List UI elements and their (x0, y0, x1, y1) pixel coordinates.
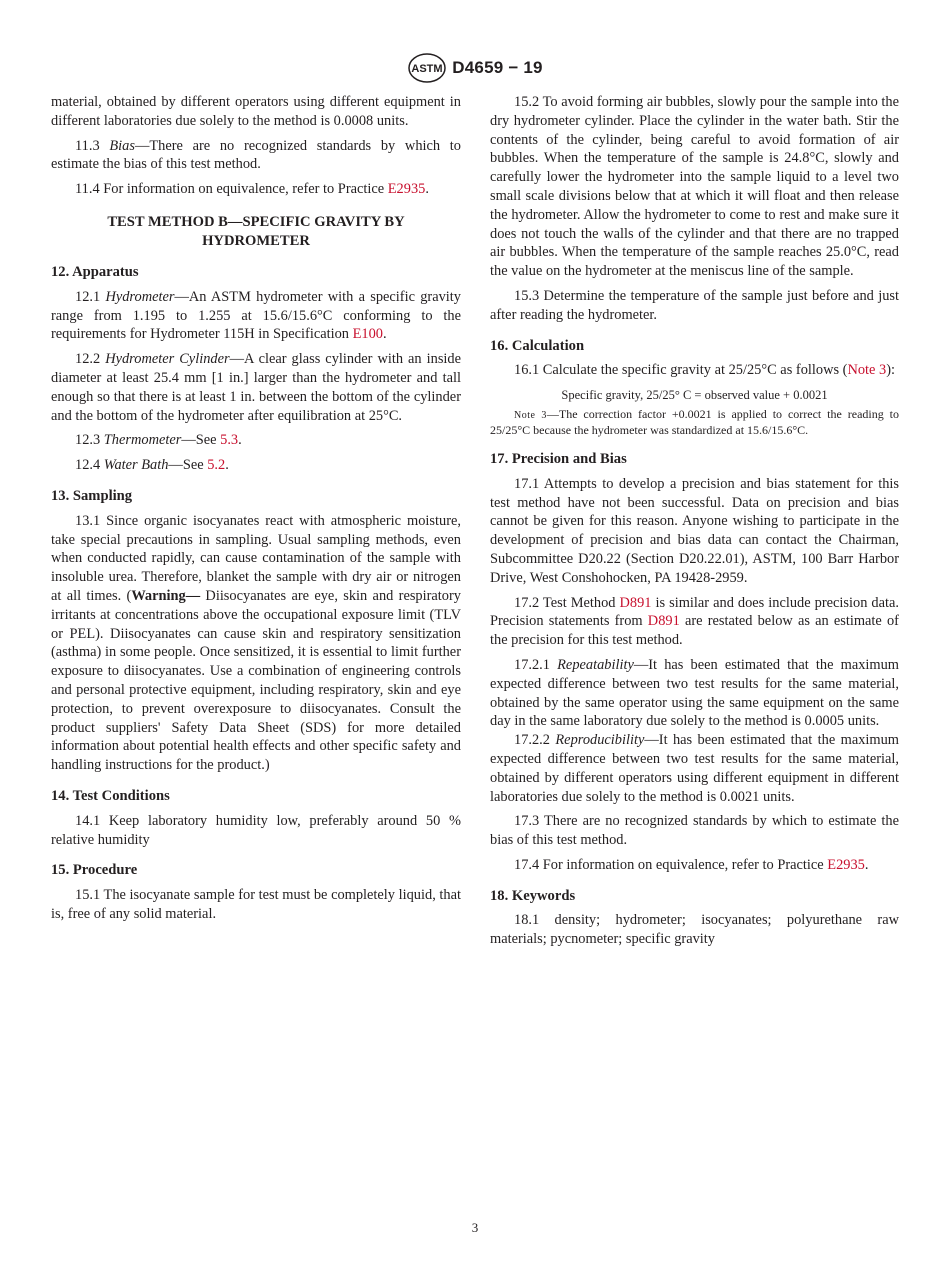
astm-logo-icon (407, 52, 447, 84)
e2935-link-2[interactable]: E2935 (827, 856, 865, 873)
section-5-2-link[interactable]: 5.2 (207, 457, 226, 474)
specific-gravity-equation: Specific gravity, 25/25° C = observed value + 0.0021 (561, 388, 828, 403)
e2935-link[interactable]: E2935 (387, 181, 426, 198)
paragraph-11-4: 11.4 For information on equivalence, refer to Practice E2935. (75, 181, 429, 198)
right-column (490, 93, 899, 955)
section-16-heading: 16. Calculation (490, 337, 585, 354)
paragraph-12-2: 12.2 Hydrometer Cylinder—A clear glass cylinder with an inside diameter at least 25.4 mm [1 in.] larger than the hydrometer and tall enough so that there is at least 1 in. between the bottom of the cylinder and the bottom of the hydrometer after equilibration at 25°C. (51, 351, 462, 424)
paragraph-17-2-2: 17.2.2 Reproducibility—It has been estimated that the maximum expected difference between two test results for the same material, obtained by different operators using different equipment in different laboratories due solely to the method is 0.0021 units. (490, 732, 899, 805)
d891-link[interactable]: D891 (619, 594, 652, 611)
section-17-heading: 17. Precision and Bias (490, 450, 627, 467)
section-5-3-link[interactable]: 5.3 (220, 432, 239, 449)
paragraph-17-1: 17.1 Attempts to develop a precision and bias statement for this test method have not been successful. Data on precision and bias cannot be given for this reason. Anyone wishing to participate in the development of precision and bias data can contact the Chairman, Subcommittee D20.22 (Section D20.22.01), ASTM, 100 Barr Harbor Drive, West Conshohocken, PA 19428-2959. (490, 475, 899, 586)
page-number: 3 (471, 1220, 479, 1235)
paragraph-12-3: 12.3 Thermometer—See 5.3. (75, 432, 242, 449)
paragraph-17-2-1: 17.2.1 Repeatability—It has been estimated that the maximum expected difference between two test results for the same material, obtained by the same operator using the same equipment on the same day in the same laboratory due solely to the method is 0.0005 units. (490, 656, 899, 730)
paragraph-14-1: 14.1 Keep laboratory humidity low, preferably around 50 % relative humidity (51, 812, 461, 848)
section-12-heading: 12. Apparatus (51, 263, 139, 280)
paragraph-12-1: 12.1 Hydrometer—An ASTM hydrometer with a specific gravity range from 1.195 to 1.255 at 15.6/15.6°C conforming to the requirements for Hydrometer 115H in Specification E100. (51, 288, 461, 343)
note-3: Note 3—The correction factor +0.0021 is applied to correct the reading to 25/25°C because the hydrometer was standardized at 15.6/15.6°C. (490, 406, 899, 437)
paragraph-11-3: 11.3 Bias—There are no recognized standards by which to estimate the bias of this test method. (51, 137, 461, 173)
paragraph-18-1: 18.1 density; hydrometer; isocyanates; polyurethane raw materials; pycnometer; specific gravity (490, 912, 899, 948)
section-15-heading: 15. Procedure (51, 862, 138, 879)
paragraph-17-3: 17.3 There are no recognized standards by which to estimate the bias of this test method. (490, 813, 899, 849)
document-id: D4659 − 19 (452, 58, 543, 77)
paragraph-15-2: 15.2 To avoid forming air bubbles, slowly pour the sample into the dry hydrometer cylinder. Place the cylinder in the water bath. Stir the contents of the cylinder, being careful to avoid formation of air bubbles. When the temperature of the sample is 24.8°C, slowly and carefully lower the hydrometer into the sample liquid to a level two small scale divisions below that at which it will float and then release the hydrometer. Allow the hydrometer to come to rest and make sure it does not touch the walls of the cylinder and that there are no trapped air bubbles. When the temperature of the sample reaches 25.0°C, read the value on the hydrometer at the meniscus line of the sample. (490, 94, 899, 280)
paragraph-16-1: 16.1 Calculate the specific gravity at 25/25°C as follows (Note 3): (514, 362, 896, 379)
note-3-link[interactable]: Note 3 (847, 362, 887, 379)
paragraph-continuation: material, obtained by different operators using different equipment in different laboratories due solely to the method is 0.0008 units. (51, 94, 461, 129)
paragraph-15-1: 15.1 The isocyanate sample for test must be completely liquid, that is, free of any solid material. (51, 887, 461, 922)
section-14-heading: 14. Test Conditions (51, 787, 170, 804)
section-13-heading: 13. Sampling (51, 487, 133, 504)
paragraph-13-1: 13.1 Since organic isocyanates react with atmospheric moisture, take special precautions in sampling. Usual sampling methods, even when conducted rapidly, can cause contamination of the sample with insoluble urea. Therefore, blanket the sample with dry air or nitrogen at all times. (Warning— Diisocyanates are eye, skin and respiratory irritants at concentrations above the occupational exposure limit (TLV or PEL). Diisocyanates can cause skin and respiratory sensitization (asthma) in some people. Once sensitized, it is essential to limit further exposure to diisocyanates. Use a combination of engineering controls and personal protective equipment, including respiratory, skin and eye protection, to prevent overexposure to diisocyanates. Consult the product suppliers' Safety Data Sheet (SDS) for more detailed information about potential health effects and other specific safety and handling instructions for the product.) (51, 512, 461, 774)
paragraph-12-4: 12.4 Water Bath—See 5.2. (75, 457, 229, 474)
paragraph-17-2: 17.2 Test Method D891 is similar and does include precision data. Precision statements from D891 are restated below as an estimate of the precision for this test method. (490, 594, 899, 649)
page-header (0, 50, 950, 86)
paragraph-15-3: 15.3 Determine the temperature of the sample just before and just after reading the hydrometer. (490, 287, 899, 323)
section-18-heading: 18. Keywords (490, 887, 576, 904)
paragraph-17-4: 17.4 For information on equivalence, refer to Practice E2935. (514, 856, 869, 873)
left-column (51, 93, 461, 930)
d891-link-2[interactable]: D891 (647, 613, 680, 630)
e100-link[interactable]: E100 (352, 326, 383, 343)
svg-text:ASTM: ASTM (411, 63, 443, 75)
method-b-heading: TEST METHOD B—SPECIFIC GRAVITY BY HYDROMETER (107, 213, 405, 249)
